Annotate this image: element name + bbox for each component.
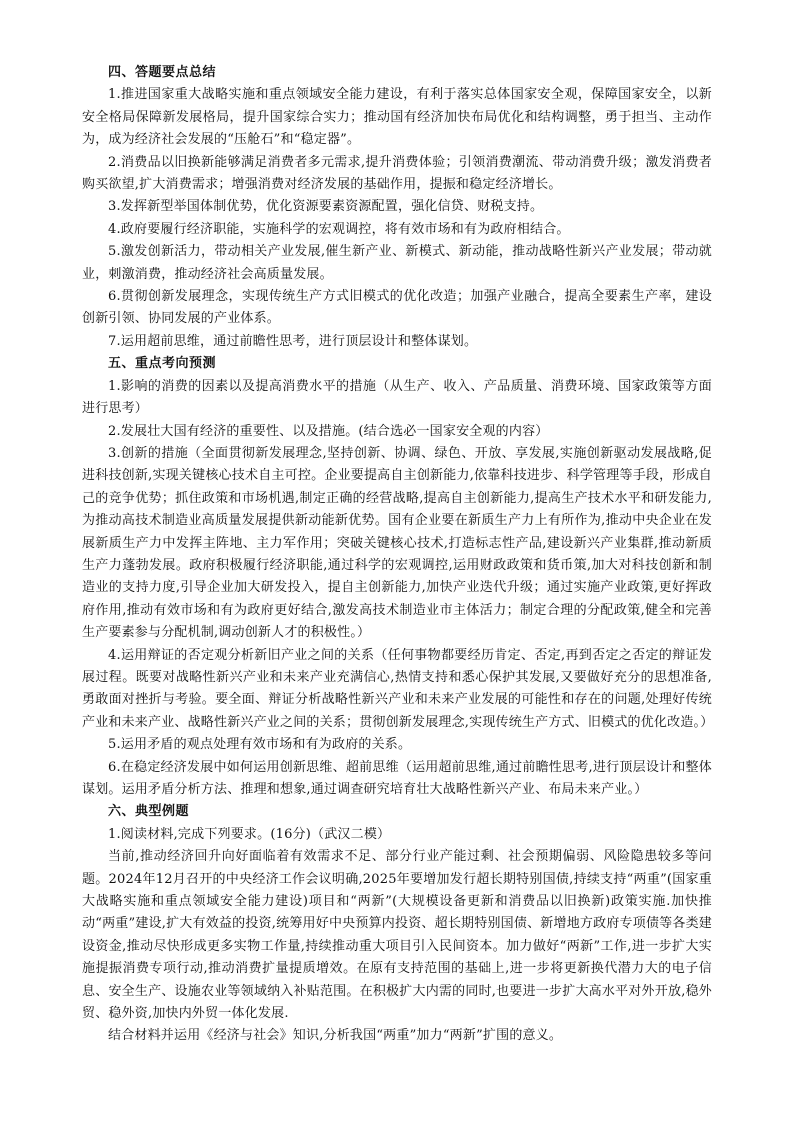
forecast-point-6: 6.在稳定经济发展中如何运用创新思维、超前思维（运用超前思维,通过前瞻性思考,进行顶层设计和整体谋划。运用矛盾分析方法、推理和想象,通过调查研究培育壮大战略性新兴产业、布局未来产业。） [82, 759, 712, 797]
example-question-prompt: 结合材料并运用《经济与社会》知识,分析我国“两重”加力“两新”扩围的意义。 [108, 1028, 563, 1044]
example-question-title: 1.阅读材料,完成下列要求。(16分)（武汉二模） [108, 826, 391, 842]
summary-point-3: 3.发挥新型举国体制优势，优化资源要素资源配置，强化信贷、财税支持。 [108, 199, 544, 215]
summary-point-2: 2.消费品以旧换新能够满足消费者多元需求,提升消费体验；引领消费潮流、带动消费升级；激发消费者购买欲望,扩大消费需求；增强消费对经济发展的基础作用，提振和稳定经济增长。 [82, 154, 712, 193]
forecast-point-3: 3.创新的措施（全面贯彻新发展理念,坚持创新、协调、绿色、开放、享发展,实施创新驱动发展战略,促进科技创新,实现关键核心技术自主可控。企业要提高自主创新能力,依靠科技进步、科学管理等手段，形成自己的竞争优势；抓住政策和市场机遇,制定正确的经营战略,提高自主创新能力,提高生产技术水平和研发能力,为推动高技术制造业高质量发展提供新动能新优势。国有企业要在新质生产力上有所作为,推动中央企业在发展新质生产力中发挥主阵地、主力军作用；突破关键核心技术,打造标志性产品,建设新兴产业集群,推动新质生产力蓬勃发展。政府积极履行经济职能,通过科学的宏观调控,运用财政政策和货币策,加大对科技创新和制造业的支持力度,引导企业加大研发投入，提自主创新能力,加快产业迭代升级；通过实施产业政策,更好挥政府作用,推动有效市场和有为政府更好结合,激发高技术制造业市主体活力；制定合理的分配政策,健全和完善生产要素参与分配机制,调动创新人才的积极性。） [82, 445, 712, 641]
example-material-text: 当前,推动经济回升向好面临着有效需求不足、部分行业产能过剩、社会预期偏弱、风险隐患较多等问题。2024年12月召开的中央经济工作会议明确,2025年要增加发行超长期特别国债,持续支持“两重”(国家重大战略实施和重点领域安全能力建设)项目和“两新”(大规模设备更新和消费品以旧换新)政策实施.加快推动“两重”建设,扩大有效益的投资,统筹用好中央预算内投资、超长期特别国债、新增地方政府专项债等各类建设资金,推动尽快形成更多实物工作量,持续推动重大项目引入民间资本。加力做好“两新”工作,进一步扩大实施提振消费专项行动,推动消费扩量提质增效。在原有支持范围的基础上,进一步将更新换代潜力大的电子信息、安全生产、设施农业等领域纳入补贴范围。在积极扩大内需的同时,也要进一步扩大高水平对外开放,稳外贸、稳外资,加快内外贸一体化发展. [82, 849, 712, 1022]
summary-point-4: 4.政府要履行经济职能，实施科学的宏观调控，将有效市场和有为政府相结合。 [108, 221, 570, 237]
summary-point-5: 5.激发创新活力，带动相关产业发展,催生新产业、新模式、新动能，推动战略性新兴产业发展；带动就业，刺激消费，推动经济社会高质量发展。 [82, 244, 712, 282]
summary-point-6: 6.贯彻创新发展理念，实现传统生产方式旧模式的优化改造；加强产业融合，提高全要素生产率，建设创新引领、协同发展的产业体系。 [82, 289, 712, 327]
forecast-point-5: 5.运用矛盾的观点处理有效市场和有为政府的关系。 [108, 737, 412, 753]
section-heading-summary: 四、答题要点总结 [108, 65, 217, 80]
summary-point-7: 7.运用超前思维，通过前瞻性思考，进行顶层设计和整体谋划。 [108, 333, 478, 349]
section-heading-examples: 六、典型例题 [108, 804, 190, 820]
summary-point-1: 1.推进国家重大战略实施和重点领域安全能力建设，有利于落实总体国家安全观，保障国家安全，以新安全格局保障新发展格局，提升国家综合实力；推动国有经济加快布局优化和结构调整，勇于担当、主动作为，成为经济社会发展的“压舱石”和“稳定器”。 [82, 87, 712, 148]
section-heading-forecast: 五、重点考向预测 [108, 356, 217, 372]
forecast-point-4: 4.运用辩证的否定观分析新旧产业之间的关系（任何事物都要经历肯定、否定,再到否定之否定的辩证发展过程。既要对战略性新兴产业和未来产业充满信心,热情支持和悉心保护其发展,又要做好充分的思想准备,勇敢面对挫折与考验。要全面、辩证分析战略性新兴产业和未来产业发展的可能性和存在的问题,处理好传统产业和未来产业、战略性新兴产业之间的关系；贯彻创新发展理念,实现传统生产方式、旧模式的优化改造。） [82, 647, 714, 730]
forecast-point-1: 1.影响的消费的因素以及提高消费水平的措施（从生产、收入、产品质量、消费环境、国家政策等方面进行思考） [82, 378, 712, 417]
forecast-point-2: 2.发展壮大国有经济的重要性、以及措施。(结合选必一国家安全观的内容） [108, 423, 549, 439]
